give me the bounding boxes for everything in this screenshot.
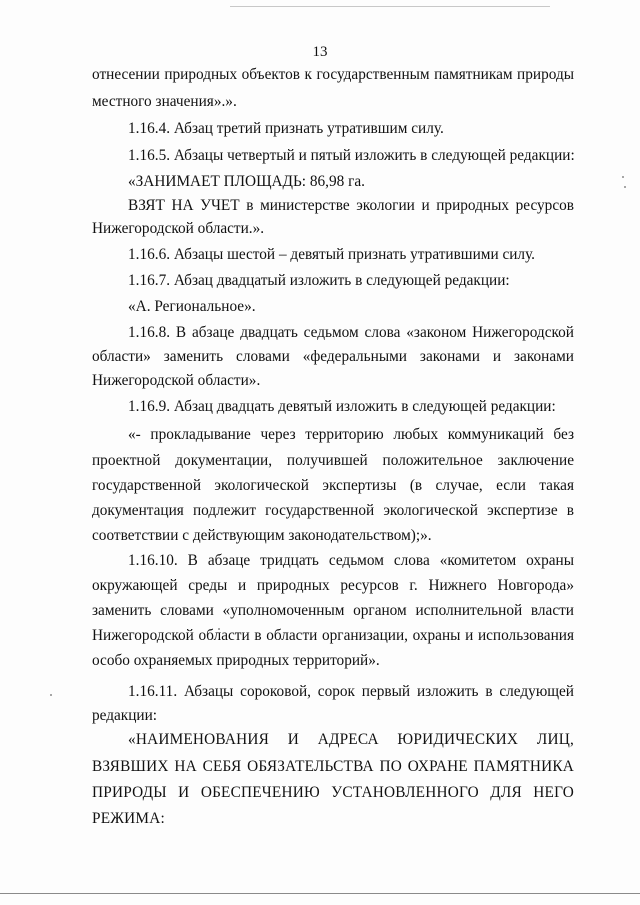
scan-speck <box>622 176 624 178</box>
text-line: окружающей среды и природных ресурсов г. Нижнего Новгорода» <box>92 577 574 594</box>
text-line: 1.16.7. Абзац двадцатый изложить в следующей редакции: <box>128 272 510 289</box>
text-line: «НАИМЕНОВАНИЯ И АДРЕСА ЮРИДИЧЕСКИХ ЛИЦ, <box>128 731 574 748</box>
scan-speck <box>624 186 626 188</box>
page-number: 13 <box>312 44 328 60</box>
text-line: «А. Региональное». <box>128 298 256 315</box>
text-line: особо охраняемых природных территорий». <box>92 652 380 669</box>
text-line: Нижегородской области». <box>92 372 261 389</box>
text-line: 1.16.11. Абзацы сороковой, сорок первый изложить в следующей <box>128 683 574 700</box>
text-line: РЕЖИМА: <box>92 810 165 827</box>
text-line: области» заменить словами «федеральными законами и законами <box>92 348 574 365</box>
text-line: Нижегородской области в области организации, охраны и использования <box>92 627 574 644</box>
scan-edge-bottom <box>0 893 640 894</box>
text-line: 1.16.4. Абзац третий признать утратившим силу. <box>128 120 444 137</box>
text-line: «- прокладывание через территорию любых коммуникаций без <box>128 426 574 443</box>
text-line: отнесении природных объектов к государственным памятникам природы <box>92 66 574 83</box>
text-line: ВЗЯТ НА УЧЕТ в министерстве экологии и природных ресурсов <box>128 197 574 214</box>
text-line: государственной экологической экспертизы (в случае, если такая <box>92 477 574 494</box>
text-line: 1.16.10. В абзаце тридцать седьмом слова «комитетом охраны <box>128 552 574 569</box>
text-line: ВЗЯВШИХ НА СЕБЯ ОБЯЗАТЕЛЬСТВА ПО ОХРАНЕ ПАМЯТНИКА <box>92 758 574 775</box>
text-line: 1.16.5. Абзацы четвертый и пятый изложить в следующей редакции: <box>128 147 575 164</box>
text-line: местного значения».». <box>92 93 237 110</box>
text-line: соответствии с действующим законодательством);». <box>92 527 432 544</box>
text-line: 1.16.6. Абзацы шестой – девятый признать утратившими силу. <box>128 246 536 263</box>
text-line: документация подлежит государственной экологической экспертизе в <box>92 502 574 519</box>
scan-speck <box>50 694 52 696</box>
text-line: 1.16.8. В абзаце двадцать седьмом слова «законом Нижегородской <box>128 324 574 341</box>
text-line: «ЗАНИМАЕТ ПЛОЩАДЬ: 86,98 га. <box>128 173 365 190</box>
text-line: заменить словами «уполномоченным органом исполнительной власти <box>92 602 574 619</box>
text-line: ПРИРОДЫ И ОБЕСПЕЧЕНИЮ УСТАНОВЛЕННОГО ДЛЯ НЕГО <box>92 784 574 801</box>
text-line: проектной документации, получившей положительное заключение <box>92 452 574 469</box>
text-line: Нижегородской области.». <box>92 220 265 237</box>
text-line: редакции: <box>92 707 158 724</box>
scan-edge-top <box>230 6 550 7</box>
text-line: 1.16.9. Абзац двадцать девятый изложить в следующей редакции: <box>128 398 556 415</box>
